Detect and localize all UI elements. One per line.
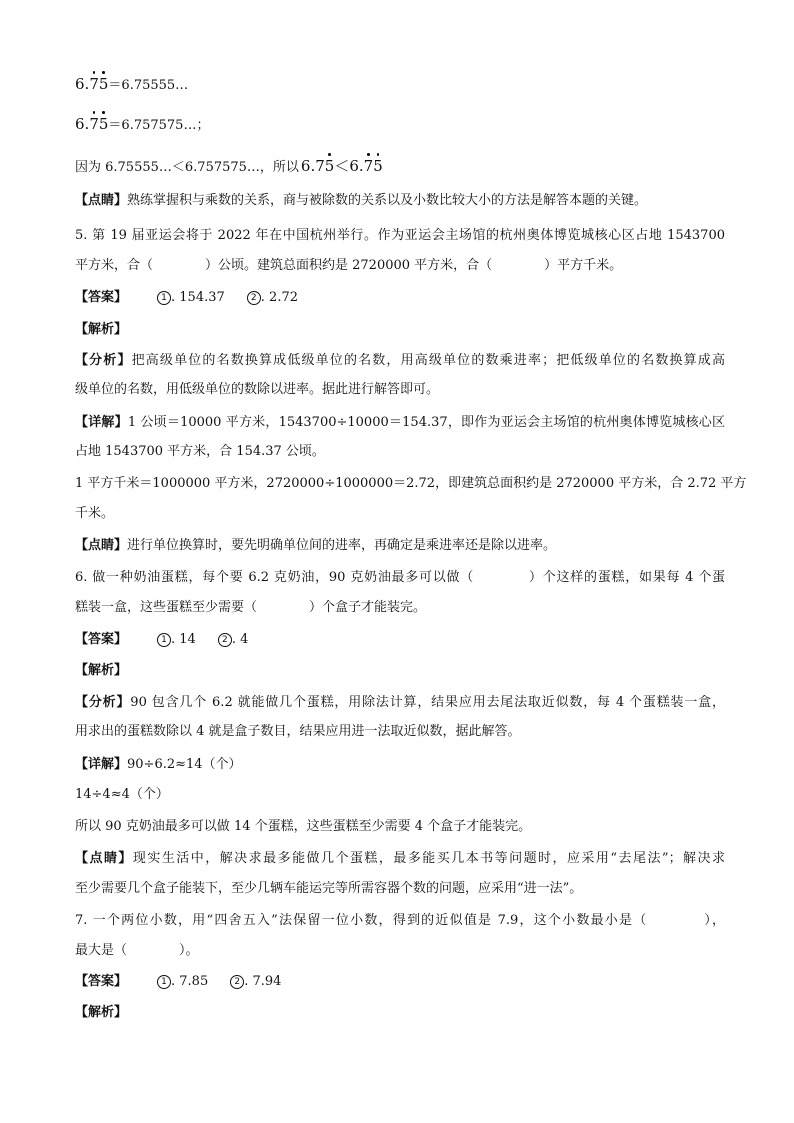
q5-xiangjie-line-3: 1 平方千米＝1000000 平方米，2720000÷1000000＝2.72，即建筑总面积约是 2720000 平方米，合 2.72 平方 — [75, 476, 747, 491]
q7-answer: 【答案】 1 . 7.85 2 . 7.94 — [75, 974, 282, 989]
q6-fenxi-line-1: 【分析】90 包含几个 6.2 就能做几个蛋糕，用除法计算，结果应用去尾法取近似数，每 4 个蛋糕装一盒， — [75, 695, 725, 710]
q6-stem-line-1: 6. 做一种奶油蛋糕，每个要 6.2 克奶油，90 克奶油最多可以做（ ）个这样的蛋糕，如果每 4 个蛋 — [75, 570, 725, 585]
q5-stem-line-2: 平方米，合（ ）公顷。建筑总面积约是 2720000 平方米，合（ ）平方千米。 — [75, 258, 623, 273]
q6-fenxi-line-2: 用求出的蛋糕数除以 4 就是盒子数目，结果应用进一法取近似数，据此解答。 — [75, 724, 521, 739]
q6-stem-line-2: 糕装一盒，这些蛋糕至少需要（ ）个盒子才能装完。 — [75, 600, 427, 615]
circled-number-icon: 1 — [157, 291, 171, 305]
repeating-decimal-line-2: 6.75＝6.757575…； — [75, 115, 210, 133]
circled-number-icon: 1 — [157, 975, 171, 989]
q6-answer: 【答案】 1 . 14 2 . 4 — [75, 632, 249, 647]
q6-tip-line-1: 【点睛】现实生活中，解决求最多能做几个蛋糕，最多能买几本书等问题时，应采用“去尾法”；解决求 — [75, 851, 725, 866]
comparison-line: 因为 6.75555…＜6.757575…，所以 6.75＜6.75 — [75, 157, 383, 175]
q5-answer: 【答案】 1 . 154.37 2 . 2.72 — [75, 290, 298, 305]
repeating-decimal-line-1: 6.75＝6.75555… — [75, 75, 189, 93]
q5-xiangjie-line-2: 占地 1543700 平方米，合 154.37 公顷。 — [75, 444, 325, 459]
repeating-decimal-a: 6.75 — [300, 157, 335, 175]
q6-analysis-tag: 【解析】 — [75, 663, 128, 678]
q5-tip: 【点睛】进行单位换算时，要先明确单位间的进率，再确定是乘进率还是除以进率。 — [75, 538, 557, 553]
q5-fenxi-line-2: 级单位的名数，用低级单位的数除以进率。据此进行解答即可。 — [75, 382, 440, 397]
q6-xiangjie-line-3: 所以 90 克奶油最多可以做 14 个蛋糕，这些蛋糕至少需要 4 个盒子才能装完。 — [75, 819, 532, 834]
q5-stem-line-1: 5. 第 19 届亚运会将于 2022 年在中国杭州举行。作为亚运会主场馆的杭州奥体博览城核心区占地 1543700 — [75, 228, 725, 243]
circled-number-icon: 2 — [230, 975, 244, 989]
q5-xiangjie-line-4: 千米。 — [75, 506, 115, 521]
q7-stem-line-1: 7. 一个两位小数，用“四舍五入”法保留一位小数，得到的近似值是 7.9，这个小数最小是（ ）， — [75, 913, 725, 928]
q5-xiangjie-line-1: 【详解】1 公顷＝10000 平方米，1543700÷10000＝154.37，即作为亚运会主场馆的杭州奥体博览城核心区 — [75, 415, 725, 430]
q5-analysis-tag: 【解析】 — [75, 322, 128, 337]
repeating-decimal-expr: 6.75 — [75, 115, 109, 133]
q7-stem-line-2: 最大是（ ）。 — [75, 943, 199, 958]
q6-xiangjie-line-1: 【详解】90÷6.2≈14（个） — [75, 757, 242, 772]
q5-fenxi-line-1: 【分析】把高级单位的名数换算成低级单位的名数，用高级单位的数乘进率；把低级单位的名数换算成高 — [75, 353, 725, 368]
repeating-decimal-b: 6.75 — [349, 157, 383, 175]
circled-number-icon: 2 — [247, 291, 261, 305]
q6-xiangjie-line-2: 14÷4≈4（个） — [75, 787, 169, 802]
q4-tip: 【点睛】熟练掌握积与乘数的关系，商与被除数的关系以及小数比较大小的方法是解答本题的关键。 — [75, 193, 648, 208]
circled-number-icon: 2 — [218, 633, 232, 647]
circled-number-icon: 1 — [157, 633, 171, 647]
repeating-decimal-expr: 6.75 — [75, 75, 109, 93]
q6-tip-line-2: 至少需要几个盒子能装下，至少几辆车能运完等所需容器个数的问题，应采用“进一法”。 — [75, 881, 583, 896]
q7-analysis-tag: 【解析】 — [75, 1005, 128, 1020]
